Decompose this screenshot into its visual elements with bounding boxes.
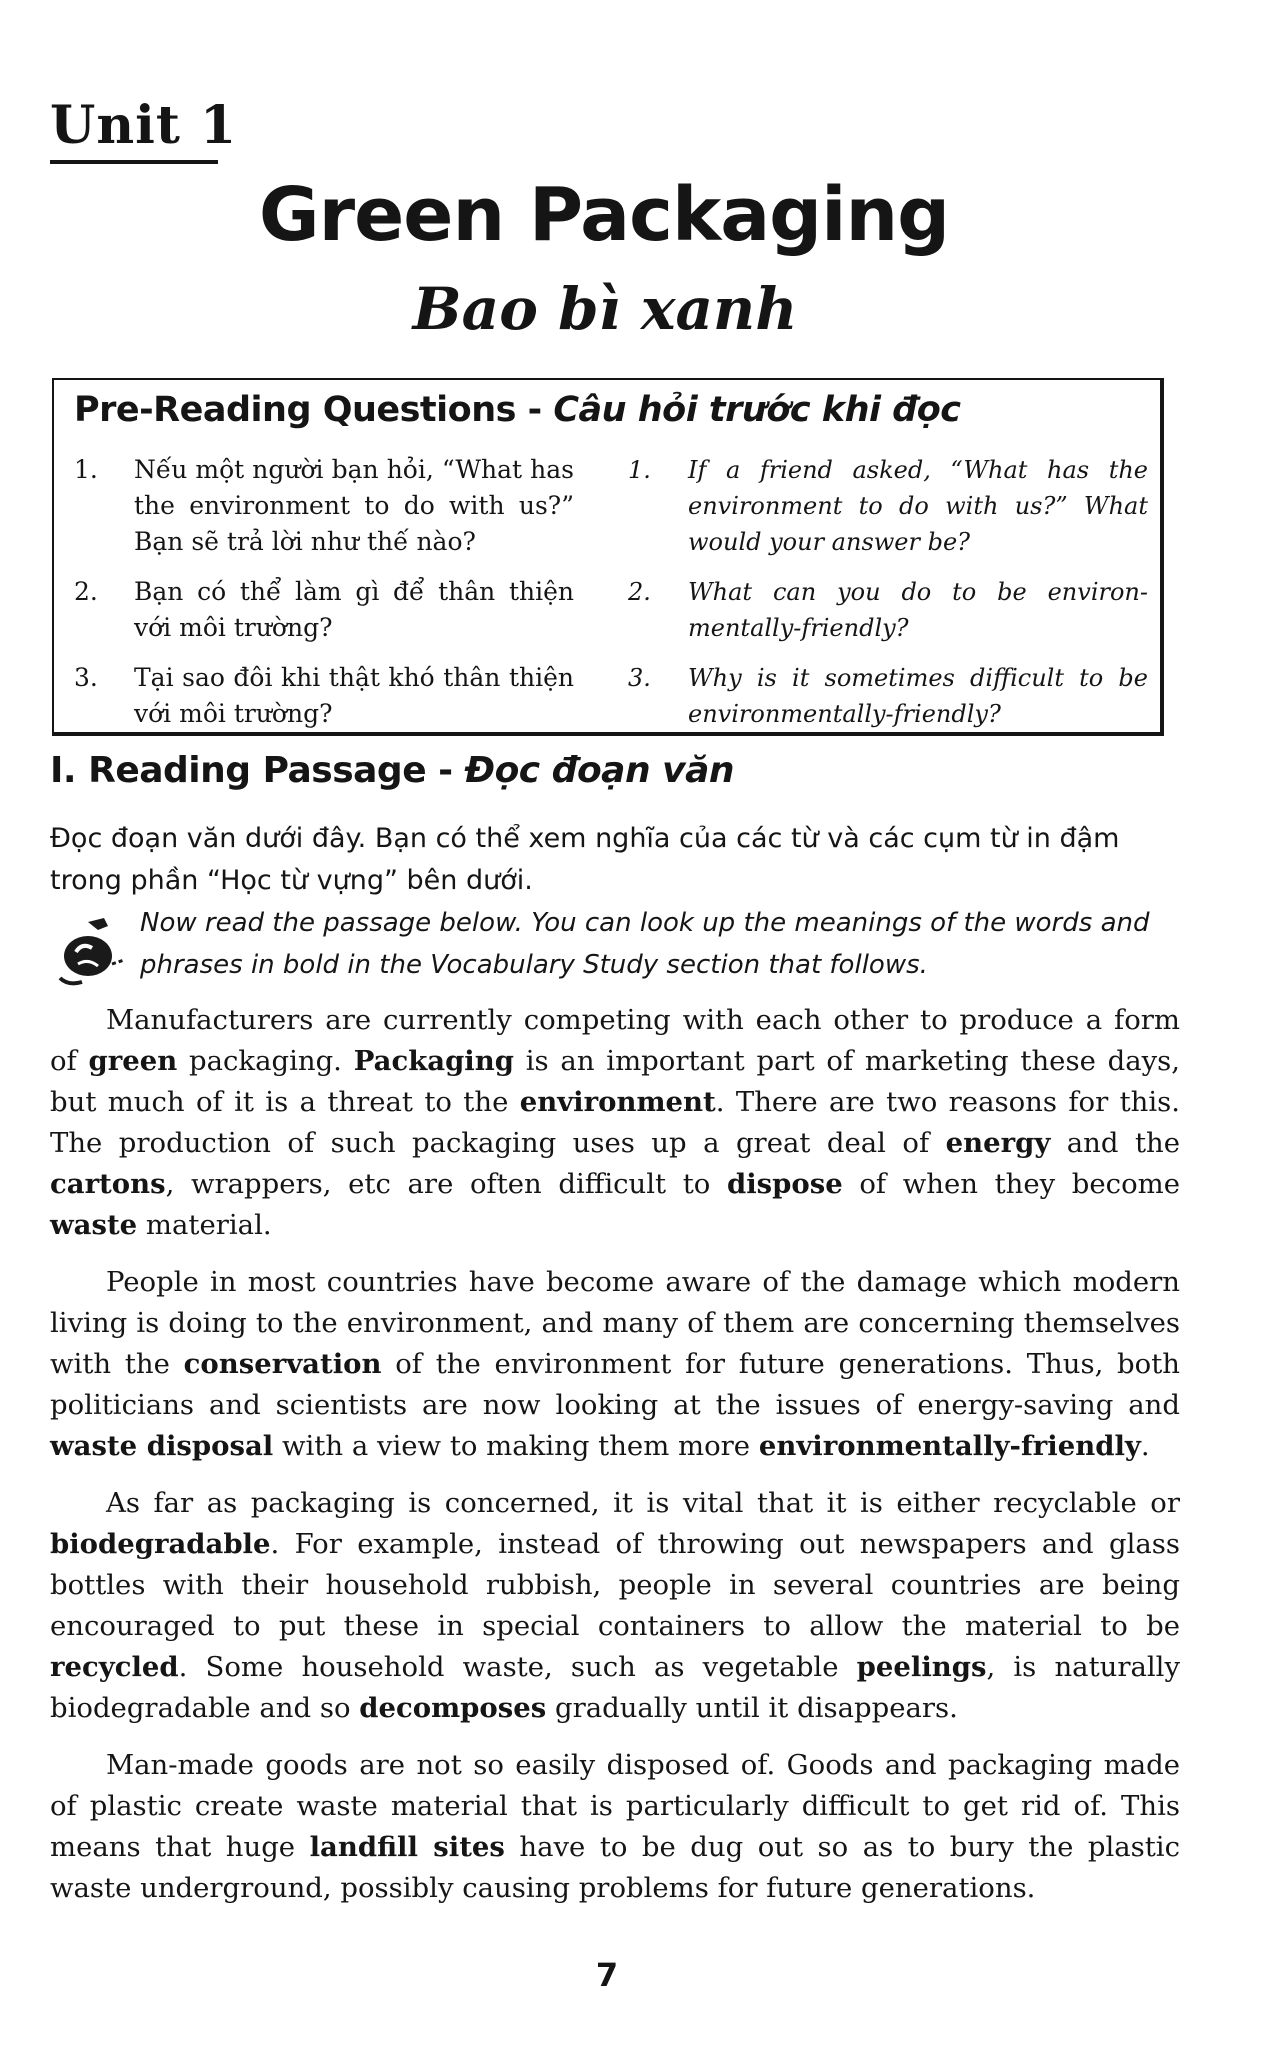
reading-heading-vi: Đọc đoạn văn xyxy=(464,750,735,791)
text-run: material. xyxy=(137,1209,272,1241)
vocab-term: Packaging xyxy=(353,1045,514,1077)
question-item xyxy=(628,452,1148,560)
passage-paragraph-3 xyxy=(50,1483,1180,1729)
text-run: Manufacturers are currently competing with each other to produce a form of xyxy=(50,1004,1180,1077)
text-run: . For example, instead of throwing out newspapers and glass bottles with their household rubbish, people in several countries are being encouraged to put these in special containers to allow the material to be xyxy=(50,1528,1180,1642)
vietnamese-questions xyxy=(74,452,574,746)
pointing-hand-icon xyxy=(48,912,132,990)
text-run: of when they become xyxy=(842,1168,1180,1200)
vocab-term: cartons xyxy=(50,1168,166,1200)
question-number: 3. xyxy=(628,664,651,692)
text-run: . xyxy=(1140,1430,1150,1462)
pre-reading-heading-vi: Câu hỏi trước khi đọc xyxy=(553,390,961,430)
vocab-term: environment xyxy=(519,1086,716,1118)
page-subtitle: Bao bì xanh xyxy=(412,275,798,343)
page-number: 7 xyxy=(595,1956,619,1994)
question-text: Nếu một người bạn hỏi, “What has the environment to do with us?” Bạn sẽ trả lời như thế nào? xyxy=(134,455,574,556)
instruction-vietnamese: Đọc đoạn văn dưới đây. Bạn có thể xem nghĩa của các từ và các cụm từ in đậm trong phần “Học từ vựng” bên dưới. xyxy=(50,823,1120,896)
instruction-english: Now read the passage below. You can look up the meanings of the words and phrases in bold in the Vocabulary Study section that follows. xyxy=(140,908,1150,980)
vocab-term: energy xyxy=(945,1127,1051,1159)
question-item xyxy=(628,660,1148,732)
text-run: of the environment for future generations. Thus, both politicians and scientists are now looking at the issues of energy-saving and xyxy=(50,1348,1180,1421)
text-run: People in most countries have become aware of the damage which modern living is doing to the environment, and many of them are concerning themselves with the xyxy=(50,1266,1180,1380)
reading-passage-heading xyxy=(50,748,734,795)
question-item xyxy=(74,574,574,646)
question-item xyxy=(74,660,574,732)
vocab-term: conservation xyxy=(183,1348,382,1380)
vocab-term: decomposes xyxy=(359,1692,547,1724)
english-questions xyxy=(628,452,1148,746)
text-run: . Some household waste, such as vegetable xyxy=(178,1651,857,1683)
question-number: 1. xyxy=(628,456,651,484)
text-run: gradually until it disappears. xyxy=(546,1692,958,1724)
passage-paragraph-1 xyxy=(50,1000,1180,1246)
question-text: If a friend asked, “What has the environment to do with us?” What would your answer be? xyxy=(688,456,1148,556)
vocab-term: environmentally-friendly xyxy=(758,1430,1141,1462)
question-item xyxy=(74,452,574,560)
pre-reading-heading xyxy=(74,386,961,435)
pre-reading-heading-en: Pre-Reading Questions - xyxy=(74,390,542,430)
text-run: and the xyxy=(1050,1127,1180,1159)
text-run: . There are two reasons for this. The production of such packaging uses up a great deal of xyxy=(50,1086,1180,1159)
pre-reading-box xyxy=(52,378,1164,736)
text-run: , wrappers, etc are often difficult to xyxy=(165,1168,727,1200)
question-number: 3. xyxy=(74,663,98,692)
passage-paragraph-4 xyxy=(50,1745,1180,1909)
reading-heading-en: I. Reading Passage - xyxy=(50,750,453,791)
question-text: What can you do to be environ-mentally-friendly? xyxy=(688,578,1148,642)
vocab-term: landfill sites xyxy=(309,1831,505,1863)
text-run: , is naturally biodegradable and so xyxy=(50,1651,1180,1724)
text-run: As far as packaging is concerned, it is vital that it is either recyclable or xyxy=(106,1487,1180,1519)
unit-label: Unit 1 xyxy=(50,95,238,156)
text-run: Man-made goods are not so easily disposed of. Goods and packaging made of plastic create waste material that is particularly difficult to get rid of. This means that huge xyxy=(50,1749,1180,1863)
question-item xyxy=(628,574,1148,646)
question-number: 1. xyxy=(74,455,98,484)
text-run: is an important part of marketing these days, but much of it is a threat to the xyxy=(50,1045,1181,1118)
unit-underline xyxy=(50,160,218,164)
question-text: Bạn có thể làm gì để thân thiện với môi trường? xyxy=(134,577,574,642)
question-number: 2. xyxy=(628,578,651,606)
page-title: Green Packaging xyxy=(258,172,950,258)
vocab-term: waste disposal xyxy=(50,1430,274,1462)
question-text: Tại sao đôi khi thật khó thân thiện với môi trường? xyxy=(134,663,574,728)
question-text: Why is it sometimes difficult to be environmentally-friendly? xyxy=(688,664,1148,728)
reading-passage xyxy=(50,1000,1180,1925)
vocab-term: green xyxy=(88,1045,178,1077)
text-run: with a view to making them more xyxy=(273,1430,759,1462)
vocab-term: peelings xyxy=(856,1651,987,1683)
vocab-term: waste xyxy=(50,1209,138,1241)
vocab-term: dispose xyxy=(726,1168,843,1200)
text-run: packaging. xyxy=(177,1045,354,1077)
text-run: have to be dug out so as to bury the plastic waste underground, possibly causing problems for future generations. xyxy=(50,1831,1180,1904)
passage-paragraph-2 xyxy=(50,1262,1180,1467)
question-number: 2. xyxy=(74,577,98,606)
vocab-term: recycled xyxy=(50,1651,179,1683)
vocab-term: biodegradable xyxy=(50,1528,271,1560)
